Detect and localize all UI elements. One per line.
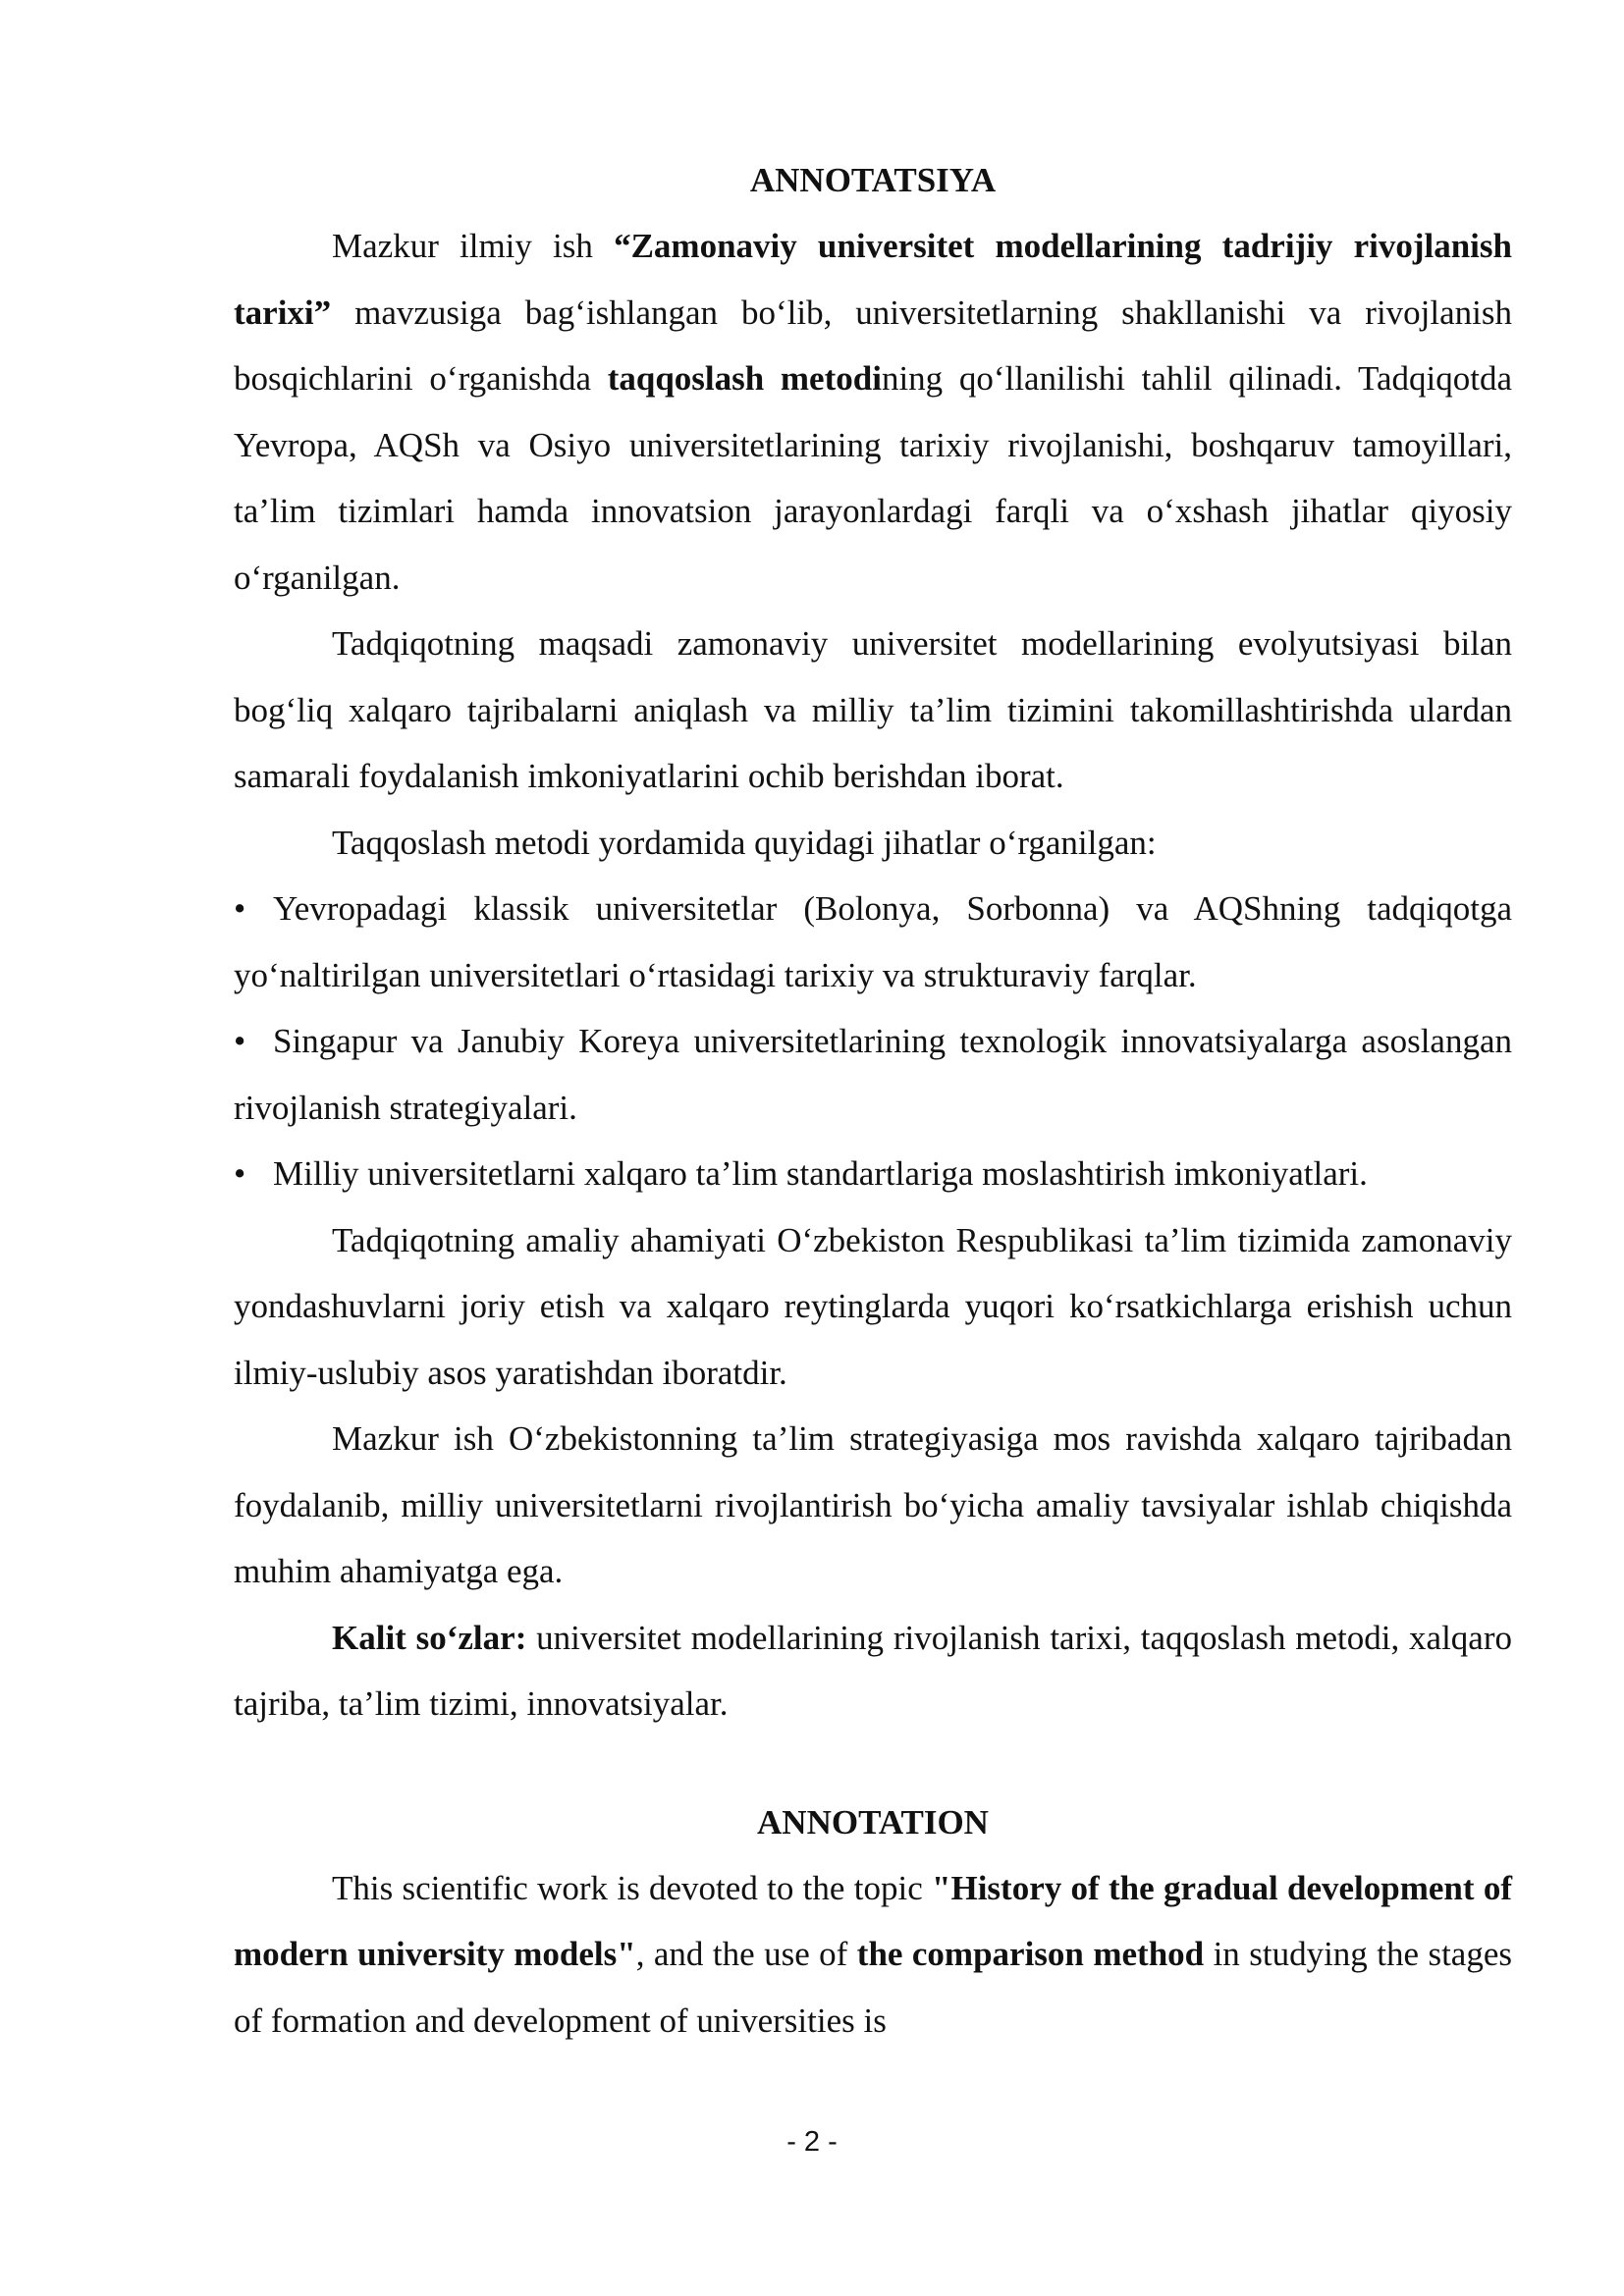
list-item [234,876,1512,1008]
annotatsiya-p1-text-e: ning qo‘llanilishi tahlil qilinadi. Tadqiqotda Yevropa, AQSh va Osiyo universitetlarining tarixiy rivojlanishi, boshqaruv tamoyillari, ta’lim tizimlari hamda innovatsion jarayonlardagi farqli va o‘xshash jihatlar qiyosiy o‘rganilgan. [234,359,1512,597]
list-item-text: Yevropadagi klassik universitetlar (Bolonya, Sorbonna) va AQShning tadqiqotga yo‘naltirilgan universitetlari o‘rtasidagi tarixiy va strukturaviy farqlar. [234,889,1512,994]
bullet-icon: • [234,1154,246,1193]
list-item [234,1008,1512,1141]
annotatsiya-paragraph-3: Taqqoslash metodi yordamida quyidagi jihatlar o‘rganilgan: [332,823,1157,862]
list-item-text: Milliy universitetlarni xalqaro ta’lim standartlariga moslashtirish imkoniyatlari. [273,1154,1368,1193]
annotation-paragraph-1 [234,1855,1512,2055]
keywords-text: universitet modellarining rivojlanish tarixi, taqqoslash metodi, xalqaro tajriba, ta’lim tizimi, innovatsiyalar. [234,1618,1512,1723]
annotation-p1-text-a: This scientific work is devoted to the topic [332,1868,933,1907]
bullet-icon: • [234,889,246,928]
annotation-method-term: the comparison method [856,1935,1205,1973]
annotatsiya-p1-text-c: mavzusiga bag‘ishlangan bo‘lib, universitetlarning shakllanishi va rivojlanish bosqichlarini o‘rganishda [234,293,1512,398]
annotatsiya-method-term: taqqoslash metodi [607,359,882,398]
annotatsiya-paragraph-1 [234,213,1512,611]
page-content [234,147,1512,2054]
keywords-label: Kalit so‘zlar: [332,1618,527,1657]
bullet-icon: • [234,1022,246,1060]
annotatsiya-keywords [234,1605,1512,1737]
page-number: - 2 - [786,2126,838,2158]
list-item-text: Singapur va Janubiy Koreya universitetlarining texnologik innovatsiyalarga asoslangan rivojlanish strategiyalari. [234,1022,1512,1127]
annotatsiya-paragraph-4: Tadqiqotning amaliy ahamiyati O‘zbekiston Respublikasi ta’lim tizimida zamonaviy yondashuvlarni joriy etish va xalqaro reytinglarda yuqori ko‘rsatkichlarga erishish uchun ilmiy-uslubiy asos yaratishdan iboratdir. [234,1220,1512,1392]
annotatsiya-p1-text-a: Mazkur ilmiy ish [332,227,615,265]
annotatsiya-topic-title: “Zamonaviy universitet modellarining tadrijiy rivojlanish tarixi” [234,227,1512,332]
annotation-p1-text-e: in studying the stages of formation and development of universities is [234,1935,1512,2040]
annotation-p1-text-c: , and the use of [635,1935,857,1973]
annotation-heading: ANNOTATION [757,1802,989,1842]
annotation-topic-title: "History of the gradual development of modern university models" [234,1868,1512,1973]
annotatsiya-paragraph-5: Mazkur ish O‘zbekistonning ta’lim strategiyasiga mos ravishda xalqaro tajribadan foydalanib, milliy universitetlarni rivojlantirish bo‘yicha amaliy tavsiyalar ishlab chiqishda muhim ahamiyatga ega. [234,1419,1512,1590]
list-item [234,1141,1512,1207]
annotatsiya-paragraph-2: Tadqiqotning maqsadi zamonaviy universitet modellarining evolyutsiyasi bilan bog‘liq xalqaro tajribalarni aniqlash va milliy ta’lim tizimini takomillashtirishda ulardan samarali foydalanish imkoniyatlarini ochib berishdan iborat. [234,624,1512,795]
annotatsiya-heading: ANNOTATSIYA [749,161,997,199]
annotatsiya-bullet-list [234,876,1512,1207]
